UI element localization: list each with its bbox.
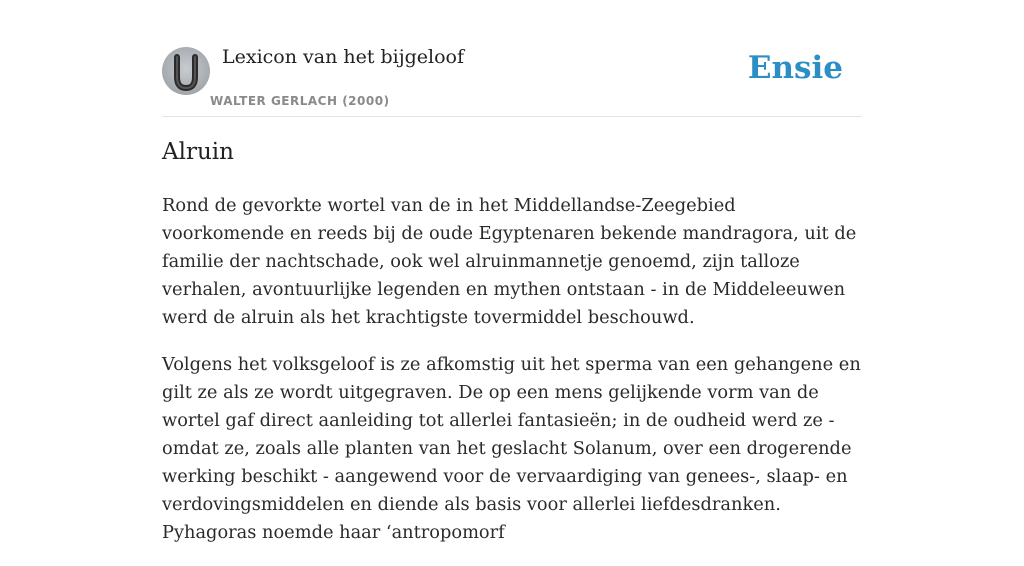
- book-header: [162, 44, 862, 117]
- body-paragraph: Rond de gevorkte wortel van de in het Middellandse-Zeegebied voorkomende en reeds bij de oude Egyptenaren bekende mandragora, uit de familie der nachtschade, ook wel alruinmannetje genoemd, zijn talloze verhalen, avontuurlijke legenden en mythen ontstaan - in de Middeleeuwen werd de alruin als het krachtigste tovermiddel beschouwd.: [162, 195, 857, 328]
- book-avatar[interactable]: [162, 47, 210, 95]
- author-label[interactable]: WALTER GERLACH (2000): [210, 94, 390, 108]
- brand-logo[interactable]: Ensie: [747, 50, 843, 86]
- horseshoe-icon: [162, 47, 210, 95]
- body-paragraph: Volgens het volksgeloof is ze afkomstig uit het sperma van een gehangene en gilt ze als ze wordt uitgegraven. De op een mens gelijkende vorm van de wortel gaf direct aanleiding tot allerlei fantasieën; in de oudheid werd ze - omdat ze, zoals alle planten van het geslacht Solanum, over een drogerende werking beschikt - aangewend voor de vervaardiging van genees-, slaap- en verdovingsmiddelen en diende als basis voor allerlei liefdesdranken. Pyhagoras noemde haar ‘antropomorf: [162, 354, 861, 543]
- entry-title: Alruin: [162, 139, 234, 165]
- entry-body: [162, 192, 862, 566]
- book-title[interactable]: Lexicon van het bijgeloof: [222, 46, 465, 68]
